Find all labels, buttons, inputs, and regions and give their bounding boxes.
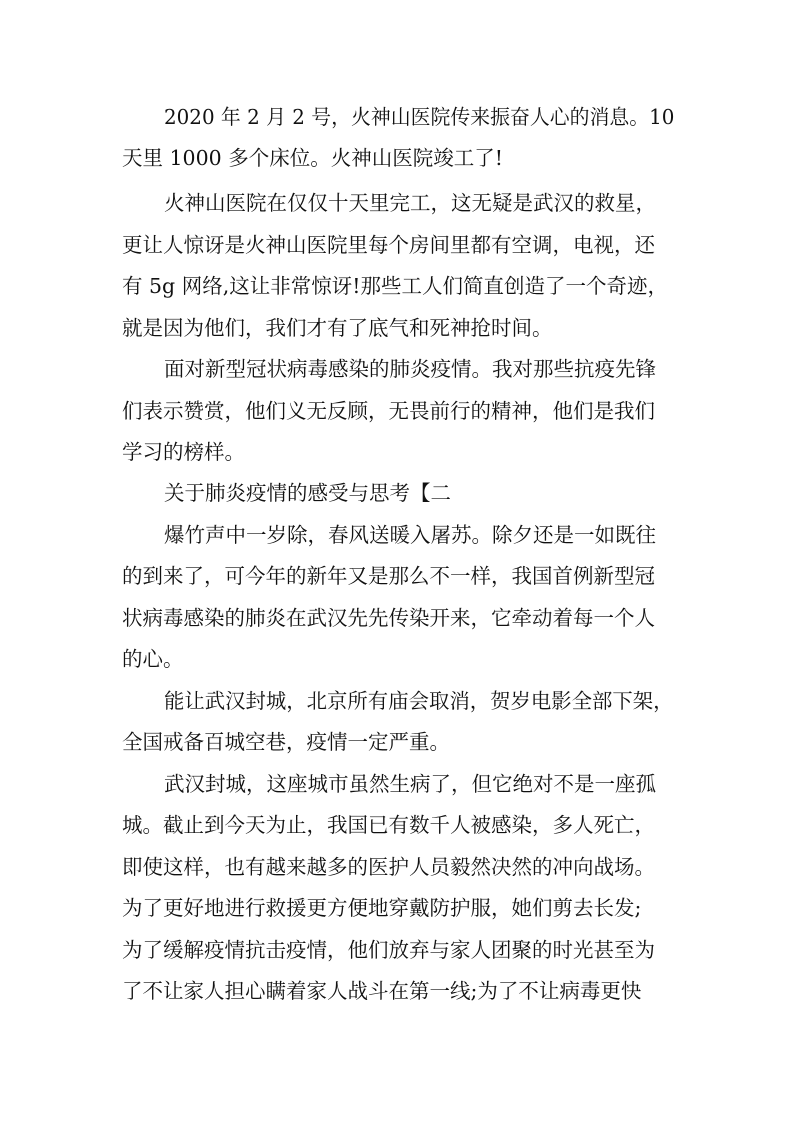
paragraph-7-line-6 [0,971,794,1011]
text-line: 火神山医院在仅仅十天里完工，这无疑是武汉的救星， [164,191,656,215]
paragraph-7-line-4 [0,888,794,928]
text-line: 了不让家人担心瞒着家人战斗在第一线;为了不让病毒更快 [122,979,642,1003]
paragraph-5-line-3 [0,598,794,638]
text-line: 即使这样，也有越来越多的医护人员毅然决然的冲向战场。 [122,855,655,879]
paragraph-3-line-3 [0,432,794,472]
paragraph-7-line-5 [0,930,794,970]
text-line: 学习的榜样。 [122,440,245,464]
paragraph-5-line-1 [0,515,794,555]
text-line: 的心。 [122,647,184,671]
paragraph-5-line-2 [0,556,794,596]
paragraph-5-line-4 [0,639,794,679]
text-line: 的到来了，可今年的新年又是那么不一样，我国首例新型冠 [122,564,655,588]
section-heading-text: 关于肺炎疫情的感受与思考【二 [164,481,451,505]
text-line: 状病毒感染的肺炎在武汉先先传染开来，它牵动着每一个人 [122,606,655,630]
text-line: 为了更好地进行救援更方便地穿戴防护服，她们剪去长发; [122,896,642,920]
text-line: 能让武汉封城，北京所有庙会取消，贺岁电影全部下架， [164,689,674,713]
text-line: 爆竹声中一岁除，春风送暖入屠苏。除夕还是一如既往 [164,523,656,547]
paragraph-2-line-2 [0,225,794,265]
paragraph-7-line-2 [0,805,794,845]
text-line: 为了缓解疫情抗击疫情，他们放弃与家人团聚的时光甚至为 [122,938,655,962]
paragraph-1-line-2 [0,138,794,178]
paragraph-2-line-3 [0,266,794,306]
text-line: 面对新型冠状病毒感染的肺炎疫情。我对那些抗疫先锋 [164,357,656,381]
paragraph-7-line-1 [0,764,794,804]
text-line: 有 5g 网络,这让非常惊讶!那些工人们简直创造了一个奇迹， [122,274,668,298]
text-line: 武汉封城，这座城市虽然生病了，但它绝对不是一座孤 [164,772,656,796]
text-line: 2020 年 2 月 2 号，火神山医院传来振奋人心的消息。10 [164,105,675,129]
text-line: 天里 1000 多个床位。火神山医院竣工了! [122,146,503,170]
text-line: 城。截止到今天为止，我国已有数千人被感染，多人死亡， [122,813,655,837]
paragraph-2-line-4 [0,308,794,348]
paragraph-7-line-3 [0,847,794,887]
paragraph-3-line-1 [0,349,794,389]
paragraph-2-line-1 [0,183,794,223]
section-heading [0,473,794,513]
paragraph-3-line-2 [0,391,794,431]
paragraph-6-line-1 [0,681,794,721]
paragraph-6-line-2 [0,722,794,762]
paragraph-1-line-1 [0,97,794,137]
text-line: 全国戒备百城空巷，疫情一定严重。 [122,730,450,754]
text-line: 们表示赞赏，他们义无反顾，无畏前行的精神，他们是我们 [122,399,655,423]
text-line: 更让人惊讶是火神山医院里每个房间里都有空调，电视，还 [122,233,655,257]
text-line: 就是因为他们，我们才有了底气和死神抢时间。 [122,316,553,340]
